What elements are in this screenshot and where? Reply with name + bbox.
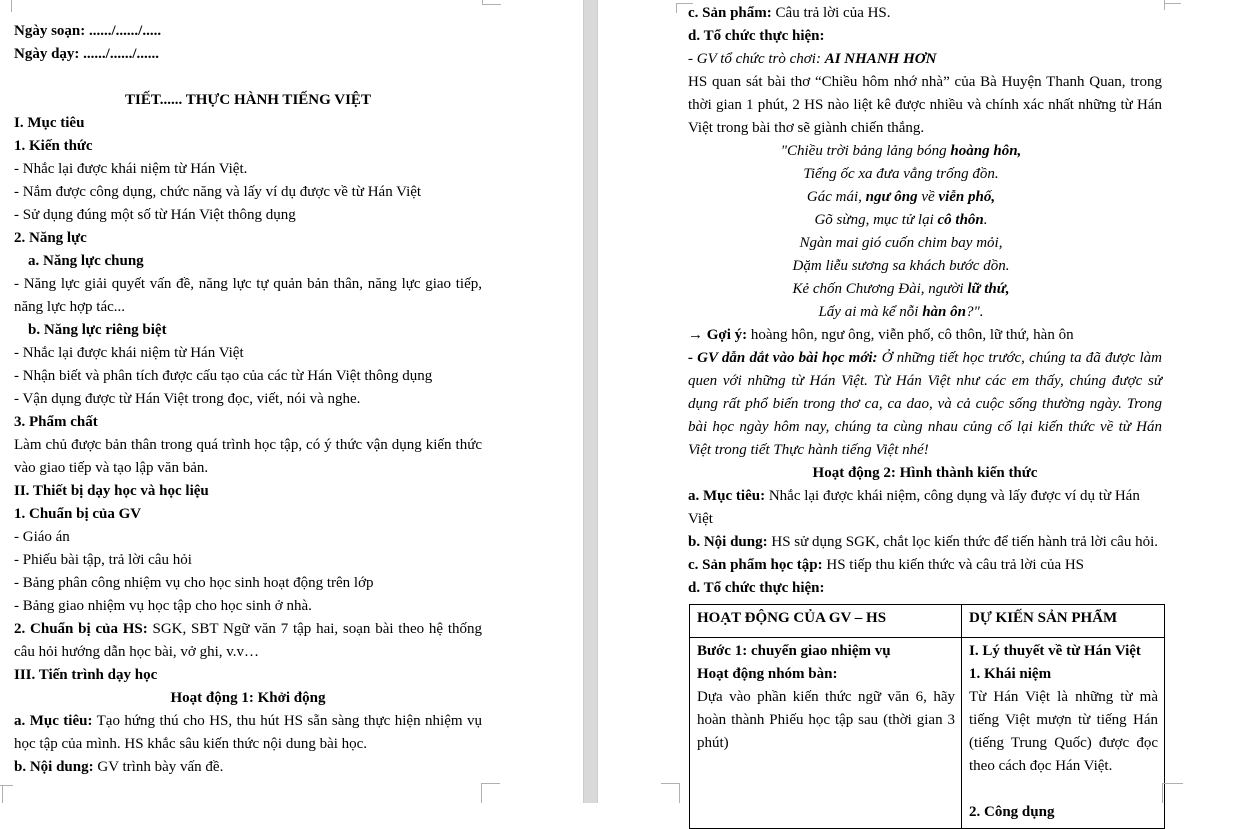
styled-text-run: → Gợi ý:: [688, 327, 748, 343]
text-line: [14, 342, 482, 365]
styled-text-run: DỰ KIẾN SẢN PHẨM: [969, 610, 1118, 626]
margin-mark: [661, 783, 679, 784]
styled-text-run: III. Tiến trình dạy học: [14, 667, 158, 683]
poem-line: [688, 278, 1162, 301]
poem-line: [688, 232, 1162, 255]
page-gutter: [583, 0, 598, 803]
styled-text-run: Hoạt động 1: Khởi động: [170, 690, 326, 706]
text-run: - Bảng phân công nhiệm vụ cho học sinh hoạt động trên lớp: [14, 575, 374, 591]
styled-text-run: Dặm liễu sương sa khách bước dồn.: [792, 258, 1010, 274]
section-heading: [14, 135, 482, 158]
text-run: HS sử dụng SGK, chắt lọc kiến thức để tiến hành trả lời câu hỏi.: [767, 534, 1158, 550]
text-run: - Năng lực giải quyết vấn đề, năng lực tự quản bản thân, năng lực giao tiếp, năng lực hợp tác...: [14, 276, 482, 315]
styled-text-run: a. Mục tiêu:: [14, 713, 93, 729]
text-line: [14, 618, 482, 664]
styled-text-run: hoàng hôn,: [950, 143, 1022, 159]
section-heading: [14, 480, 482, 503]
document-page-right[interactable]: [598, 0, 1245, 820]
text-line: [688, 554, 1162, 577]
text-line: [688, 2, 1162, 25]
text-line: [14, 434, 482, 480]
section-heading: [688, 25, 1162, 48]
text-run: - Nhắc lại được khái niệm từ Hán Việt: [14, 345, 244, 361]
text-line: [969, 801, 1158, 824]
table-cell: [962, 638, 1165, 829]
styled-text-run: cô thôn: [937, 212, 984, 228]
text-run: - Nắm được công dụng, chức năng và lấy ví dụ được về từ Hán Việt: [14, 184, 422, 200]
margin-mark: [11, 0, 12, 12]
styled-text-run: 3. Phẩm chất: [14, 414, 98, 430]
page-right-content: [688, 2, 1162, 829]
text-line: [688, 347, 1162, 462]
text-line: [14, 756, 482, 779]
margin-mark: [481, 783, 500, 784]
poem-line: [688, 255, 1162, 278]
text-run: HS tiếp thu kiến thức và câu trả lời của HS: [822, 557, 1085, 573]
styled-text-run: I. Mục tiêu: [14, 115, 85, 131]
styled-text-run: Hoạt động 2: Hình thành kiến thức: [812, 465, 1038, 481]
text-line: [697, 663, 955, 686]
text-line: [969, 778, 1158, 801]
activity-heading: [14, 687, 482, 710]
text-run: - Giáo án: [14, 529, 70, 545]
text-line: [697, 686, 955, 755]
styled-text-run: lữ thứ,: [967, 281, 1010, 297]
text-run: Dựa vào phần kiến thức ngữ văn 6, hãy hoàn thành Phiếu học tập sau (thời gian 3 phút): [697, 689, 955, 751]
text-run: Câu trả lời của HS.: [771, 5, 891, 21]
styled-text-run: Gác mái,: [806, 189, 866, 205]
text-line: [969, 663, 1158, 686]
section-heading: [14, 319, 482, 342]
margin-mark: [2, 785, 3, 803]
margin-mark: [676, 3, 693, 4]
section-heading: [14, 664, 482, 687]
text-line: [14, 273, 482, 319]
text-line: [969, 640, 1158, 663]
text-line: [969, 607, 1158, 630]
document-page-left[interactable]: [0, 0, 583, 803]
doc-title: [14, 89, 482, 112]
section-heading: [14, 250, 482, 273]
text-line: [688, 485, 1162, 531]
activity-table: [689, 604, 1165, 829]
text-line: [14, 526, 482, 549]
styled-text-run: a. Năng lực chung: [28, 253, 144, 269]
styled-text-run: Bước 1: chuyển giao nhiệm vụ: [697, 643, 891, 659]
styled-text-run: I. Lý thuyết về từ Hán Việt: [969, 643, 1141, 659]
text-run: - Bảng giao nhiệm vụ học tập cho học sinh ở nhà.: [14, 598, 312, 614]
table-header-row: [690, 605, 1165, 638]
styled-text-run: 1. Chuẩn bị của GV: [14, 506, 142, 522]
margin-mark: [481, 783, 482, 803]
text-line: [14, 365, 482, 388]
styled-text-run: Tiếng ốc xa đưa vẳng trống đồn.: [803, 166, 999, 182]
text-line: [14, 43, 482, 66]
styled-text-run: Lấy ai mà kể nỗi: [818, 304, 923, 320]
styled-text-run: 2. Công dụng: [969, 804, 1055, 820]
text-run: - Phiếu bài tập, trả lời câu hỏi: [14, 552, 192, 568]
text-run: - Sử dụng đúng một số từ Hán Việt thông dụng: [14, 207, 296, 223]
poem-line: [688, 163, 1162, 186]
text-line: [14, 572, 482, 595]
table-body-row: [690, 638, 1165, 829]
margin-mark: [1164, 3, 1181, 4]
margin-mark: [482, 4, 501, 5]
text-run: - Vận dụng được từ Hán Việt trong đọc, viết, nói và nghe.: [14, 391, 361, 407]
styled-text-run: 2. Năng lực: [14, 230, 87, 246]
text-run: Làm chủ được bản thân trong quá trình học tập, có ý thức vận dụng kiến thức vào giao tiếp và tạo lập văn bản.: [14, 437, 482, 476]
section-heading: [14, 112, 482, 135]
text-line: [688, 531, 1162, 554]
table-cell: [690, 638, 962, 829]
text-run: Tạo hứng thú cho HS, thu hút HS sẵn sàng thực hiện nhiệm vụ học tập của mình. HS khắc sâu kiến thức nội dung bài học.: [14, 713, 482, 752]
styled-text-run: Ngày dạy: ....../....../......: [14, 46, 160, 62]
styled-text-run: 1. Kiến thức: [14, 138, 93, 154]
styled-text-run: b. Nội dung:: [688, 534, 768, 550]
poem-line: [688, 186, 1162, 209]
styled-text-run: c. Sản phẩm học tập:: [688, 557, 823, 573]
styled-text-run: Hoạt động nhóm bàn:: [697, 666, 838, 682]
table-header-cell: [962, 605, 1165, 638]
text-line: [688, 71, 1162, 140]
text-run: - Nhận biết và phân tích được cấu tạo của các từ Hán Việt thông dụng: [14, 368, 433, 384]
text-line: [14, 388, 482, 411]
styled-text-run: Ngàn mai gió cuốn chim bay mỏi,: [799, 235, 1003, 251]
styled-text-run: hàn ôn: [922, 304, 966, 320]
styled-text-run: 1. Khái niệm: [969, 666, 1052, 682]
margin-mark: [676, 3, 677, 13]
styled-text-run: Ở những tiết học trước, chúng ta đã được làm quen với những từ Hán Việt. Từ Hán Việt như các em thấy, chúng được sử dụng rất phổ biến trong thơ ca, ca dao, và cả cuộc sống thường ngày. Trong bài học ngày hôm nay, chúng ta cùng nhau củng cố lại kiến thức về từ Hán Việt trong tiết Thực hành tiếng Việt nhé!: [688, 350, 1162, 458]
activity-heading: [688, 462, 1162, 485]
styled-text-run: - GV dẫn dắt vào bài học mới:: [688, 350, 882, 366]
text-line: [688, 324, 1162, 347]
section-heading: [14, 411, 482, 434]
section-heading: [688, 577, 1162, 600]
styled-text-run: 2. Chuẩn bị của HS:: [14, 621, 148, 637]
text-run: Từ Hán Việt là những từ mà tiếng Việt mượn từ tiếng Hán (tiếng Trung Quốc) được đọc theo cách đọc Hán Việt.: [969, 689, 1158, 774]
styled-text-run: Kẻ chốn Chương Đài, người: [792, 281, 968, 297]
styled-text-run: "Chiều trời bảng lảng bóng: [780, 143, 951, 159]
styled-text-run: Ngày soạn: ....../....../.....: [14, 23, 162, 39]
styled-text-run: .: [983, 212, 988, 228]
text-line: [688, 48, 1162, 71]
text-line: [697, 607, 955, 630]
poem-line: [688, 301, 1162, 324]
styled-text-run: a. Mục tiêu:: [688, 488, 766, 504]
table-header-cell: [690, 605, 962, 638]
styled-text-run: viễn phố,: [938, 189, 996, 205]
blank-line: [14, 66, 482, 89]
text-line: [14, 181, 482, 204]
styled-text-run: b. Năng lực riêng biệt: [28, 322, 167, 338]
text-line: [14, 158, 482, 181]
styled-text-run: - GV tổ chức trò chơi:: [688, 51, 825, 67]
text-line: [14, 204, 482, 227]
styled-text-run: ?".: [965, 304, 984, 320]
text-line: [14, 549, 482, 572]
page-left-content: [14, 20, 482, 779]
styled-text-run: HOẠT ĐỘNG CỦA GV – HS: [697, 610, 887, 626]
styled-text-run: II. Thiết bị dạy học và học liệu: [14, 483, 209, 499]
margin-mark: [1162, 783, 1183, 784]
styled-text-run: c. Sản phẩm:: [688, 5, 772, 21]
text-run: GV trình bày vấn đề.: [93, 759, 224, 775]
styled-text-run: Gõ sừng, mục tử lại: [814, 212, 938, 228]
text-run: SGK, SBT Ngữ văn 7 tập hai, soạn bài theo hệ thống câu hỏi hướng dẫn học bài, vở ghi, v.v…: [14, 621, 482, 660]
styled-text-run: d. Tổ chức thực hiện:: [688, 580, 825, 596]
text-run: - Nhắc lại được khái niệm từ Hán Việt.: [14, 161, 248, 177]
text-run: hoàng hôn, ngư ông, viễn phố, cô thôn, lữ thứ, hàn ôn: [747, 327, 1074, 343]
text-run: Nhắc lại được khái niệm, công dụng và lấy được ví dụ từ Hán Việt: [688, 488, 1140, 527]
margin-mark: [1164, 0, 1165, 10]
text-line: [14, 20, 482, 43]
styled-text-run: AI NHANH HƠN: [824, 51, 937, 67]
styled-text-run: về: [917, 189, 939, 205]
text-line: [14, 710, 482, 756]
section-heading: [14, 227, 482, 250]
text-line: [697, 640, 955, 663]
styled-text-run: ngư ông: [865, 189, 918, 205]
poem-line: [688, 140, 1162, 163]
section-heading: [14, 503, 482, 526]
styled-text-run: TIẾT...... THỰC HÀNH TIẾNG VIỆT: [125, 92, 371, 108]
styled-text-run: d. Tổ chức thực hiện:: [688, 28, 825, 44]
poem-line: [688, 209, 1162, 232]
text-line: [14, 595, 482, 618]
text-run: HS quan sát bài thơ “Chiều hôm nhớ nhà” của Bà Huyện Thanh Quan, trong thời gian 1 phút, 2 HS nào liệt kê được nhiều và chính xác nhất những từ Hán Việt trong bài thơ sẽ giành chiến thắng.: [688, 74, 1162, 136]
text-line: [969, 686, 1158, 778]
margin-mark: [1162, 783, 1163, 803]
styled-text-run: b. Nội dung:: [14, 759, 94, 775]
margin-mark: [679, 783, 680, 803]
